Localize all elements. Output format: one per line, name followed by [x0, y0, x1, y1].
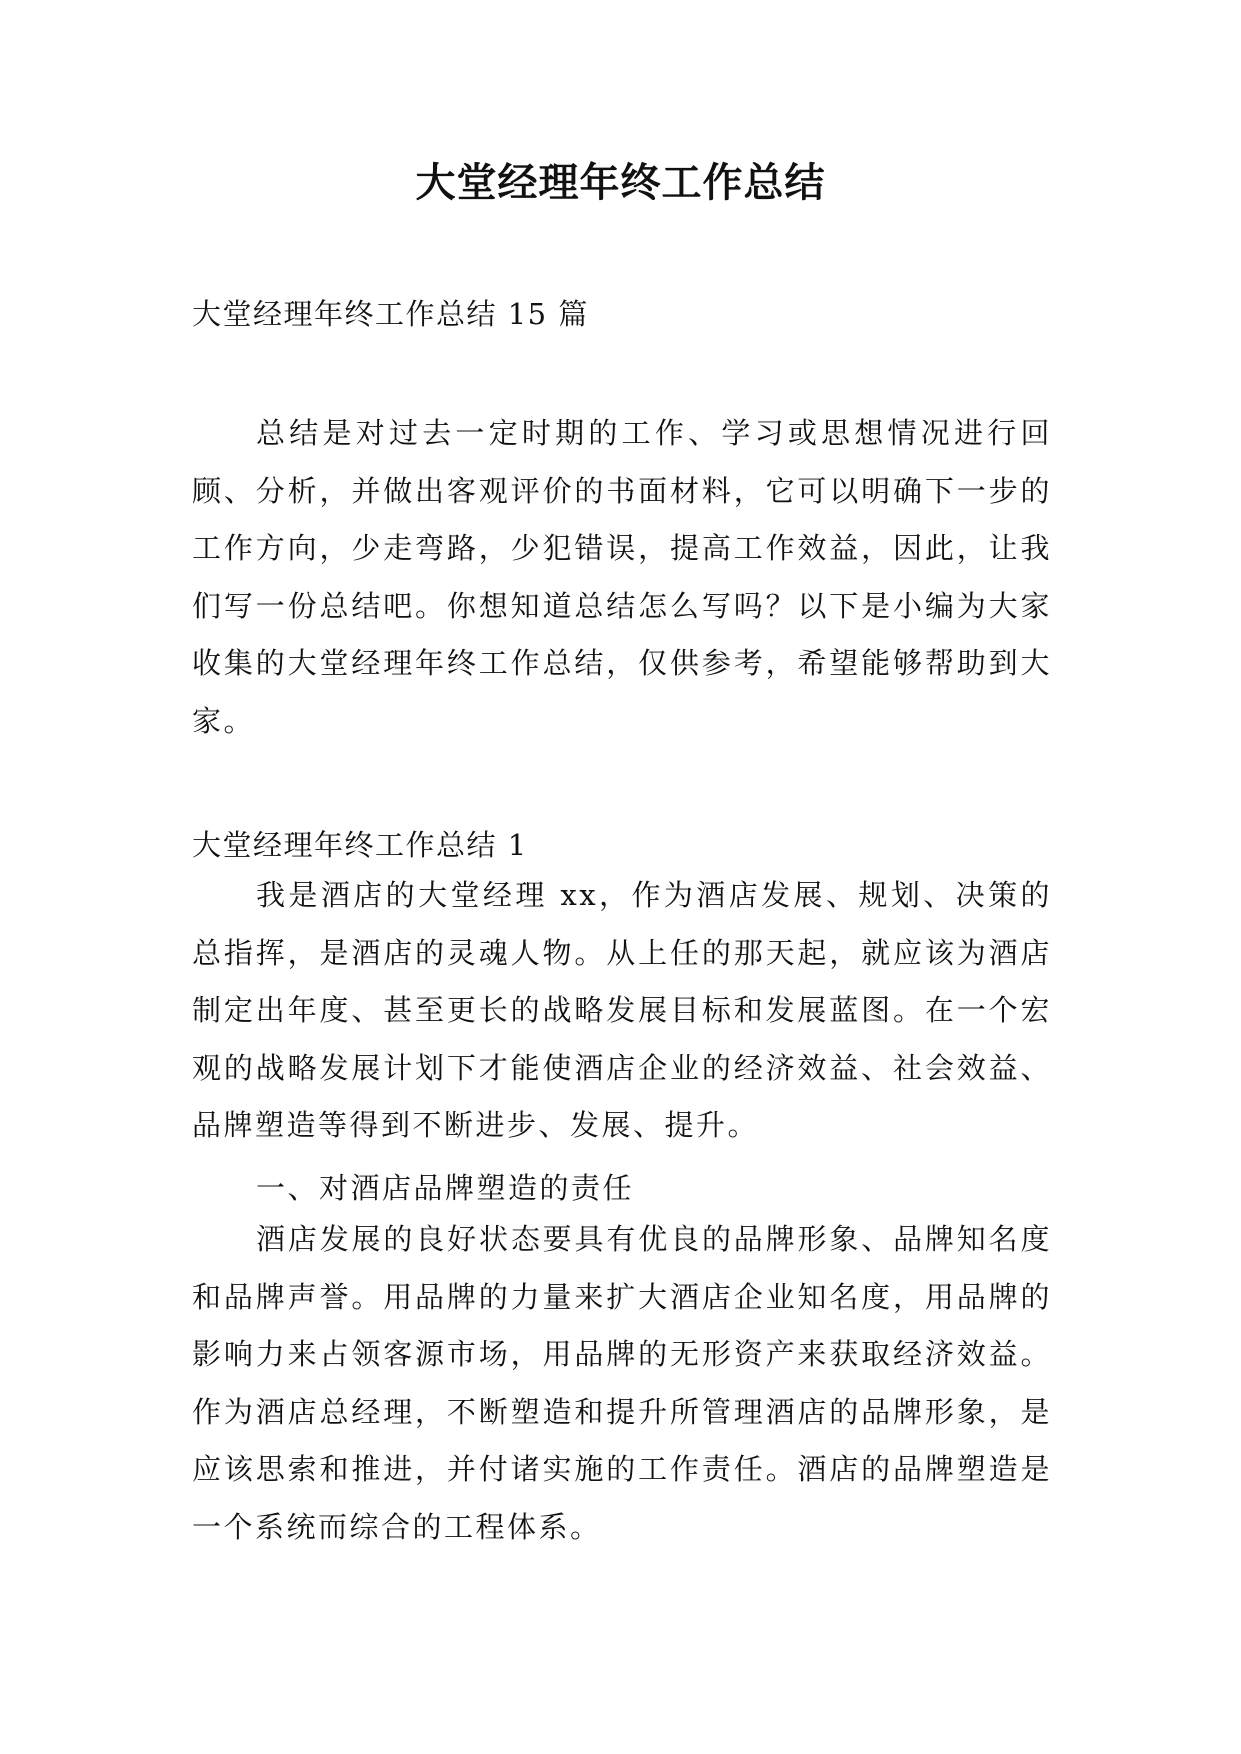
document-title: 大堂经理年终工作总结: [415, 159, 826, 206]
body-paragraph: 酒店发展的良好状态要具有优良的品牌形象、品牌知名度和品牌声誉。用品牌的力量来扩大酒店企业知名度，用品牌的影响力来占领客源市场，用品牌的无形资产来获取经济效益。作为酒店总经理，不断塑造和提升所管理酒店的品牌形象，是应该思索和推进，并付诸实施的工作责任。酒店的品牌塑造是一个系统而综合的工程体系。: [192, 1222, 1052, 1544]
intro-paragraph: 总结是对过去一定时期的工作、学习或思想情况进行回顾、分析，并做出客观评价的书面材料，它可以明确下一步的工作方向，少走弯路，少犯错误，提高工作效益，因此，让我们写一份总结吧。你想知道总结怎么写吗？以下是小编为大家收集的大堂经理年终工作总结，仅供参考，希望能够帮助到大家。: [192, 416, 1052, 738]
section-heading: 大堂经理年终工作总结 1: [192, 828, 528, 862]
document-subtitle: 大堂经理年终工作总结 15 篇: [192, 297, 589, 331]
body-paragraph: 我是酒店的大堂经理 xx，作为酒店发展、规划、决策的总指挥，是酒店的灵魂人物。从上任的那天起，就应该为酒店制定出年度、甚至更长的战略发展目标和发展蓝图。在一个宏观的战略发展计划下才能使酒店企业的经济效益、社会效益、品牌塑造等得到不断进步、发展、提升。: [192, 878, 1052, 1142]
subsection-heading: 一、对酒店品牌塑造的责任: [256, 1171, 635, 1205]
